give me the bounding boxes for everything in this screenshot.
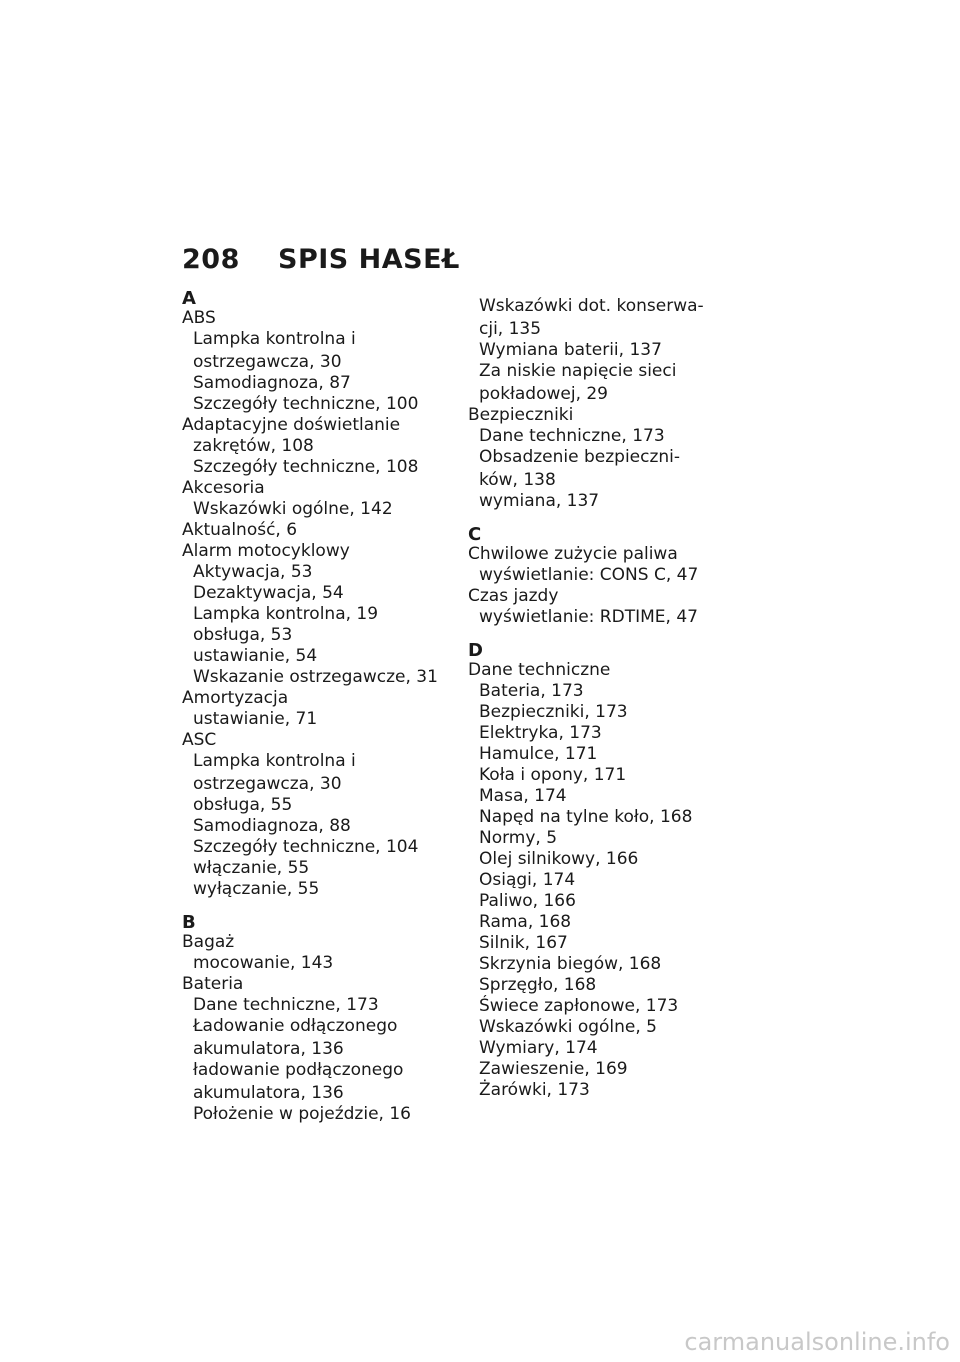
index-subentry [182,953,452,974]
index-entry-text: zakrętów, 108 [193,436,314,456]
index-entry-text: obsługa, 53 [193,625,293,645]
index-entry-text: Silnik, 167 [479,933,568,953]
index-entry-text: Za niskie napięcie sieci [479,361,677,381]
index-entry-text: wyświetlanie: CONS C, 47 [479,565,699,585]
index-subentry [182,751,452,795]
index-entry-text: Czas jazdy [468,586,559,606]
index-entry-text: ASC [182,730,217,750]
index-entry-text: wymiana, 137 [479,491,600,511]
index-entry-text: Akcesoria [182,478,265,498]
index-entry-text: Wskazanie ostrzegawcze, 31 [193,667,438,687]
index-entry-text: Bagaż [182,932,235,952]
index-entry-text: włączanie, 55 [193,858,310,878]
index-entry-text: wyświetlanie: RDTIME, 47 [479,607,698,627]
index-subentry [468,723,738,744]
index-subentry [468,765,738,786]
index-subentry [182,583,452,604]
index-entry-text: Wymiana baterii, 137 [479,340,662,360]
index-entry-text: Amortyzacja [182,688,289,708]
index-subentry [182,879,452,900]
index-subentry [182,646,452,667]
index-entry-text: ładowanie podłączonego [193,1060,404,1080]
index-subentry [182,709,452,730]
index-entry-text: Lampka kontrolna i [193,329,356,349]
index-entry-text: Alarm motocyklowy [182,541,350,561]
index-column-right [468,296,738,1101]
index-subentry [182,995,452,1016]
index-entry-text: Szczegóły techniczne, 100 [193,394,419,414]
index-subentry [468,426,738,447]
index-entry-text: Koła i opony, 171 [479,765,627,785]
index-entry-text: Wskazówki dot. konserwa- [479,296,704,316]
index-subentry [182,667,452,688]
index-entry-continuation: akumulatora, 136 [193,1083,344,1103]
index-subentry [468,491,738,512]
index-subentry [468,361,738,405]
index-entry-text: Lampka kontrolna i [193,751,356,771]
index-subentry [468,786,738,807]
index-entry-continuation: ków, 138 [479,470,556,490]
index-letter-heading: B [182,912,196,933]
index-entry [468,660,738,681]
index-entry-text: Ładowanie odłączonego [193,1016,398,1036]
index-entry-text: mocowanie, 143 [193,953,334,973]
index-entry-text: Zawieszenie, 169 [479,1059,628,1079]
watermark: carmanualsonline.info [684,1328,950,1356]
index-subentry [182,604,452,625]
index-subentry [468,828,738,849]
index-subentry [182,329,452,373]
index-entry-text: Samodiagnoza, 88 [193,816,351,836]
index-letter-heading: D [468,640,483,661]
index-subentry [468,870,738,891]
index-entry-text: Bezpieczniki, 173 [479,702,628,722]
index-entry [182,520,452,541]
index-entry-text: Aktywacja, 53 [193,562,313,582]
index-entry-text: Szczegóły techniczne, 108 [193,457,419,477]
index-subentry [468,807,738,828]
index-entry [182,415,452,436]
index-entry [468,405,738,426]
index-entry [182,688,452,709]
index-subentry [468,996,738,1017]
page-number: 208 [182,244,240,275]
index-entry-text: Bateria, 173 [479,681,584,701]
index-subentry [182,562,452,583]
index-entry-text: Żarówki, 173 [479,1080,590,1100]
index-entry [182,974,452,995]
index-subentry [468,891,738,912]
index-entry [182,478,452,499]
index-entry-text: Lampka kontrolna, 19 [193,604,379,624]
index-entry-text: Rama, 168 [479,912,572,932]
index-entry-text: Wskazówki ogólne, 5 [479,1017,658,1037]
index-entry-text: Paliwo, 166 [479,891,576,911]
index-entry-text: Dane techniczne, 173 [193,995,379,1015]
index-subentry [182,457,452,478]
index-entry-text: Olej silnikowy, 166 [479,849,639,869]
index-subentry [182,499,452,520]
index-entry-continuation: ostrzegawcza, 30 [193,352,342,372]
index-subentry [468,296,738,340]
index-entry-text: ABS [182,308,216,328]
index-subentry [182,837,452,858]
index-letter-heading: C [468,524,482,545]
index-entry-text: ustawianie, 71 [193,709,318,729]
index-entry-text: Dane techniczne [468,660,611,680]
index-subentry [468,744,738,765]
index-entry-text: Napęd na tylne koło, 168 [479,807,693,827]
index-entry [182,730,452,751]
index-subentry [468,954,738,975]
index-entry-text: Wymiary, 174 [479,1038,598,1058]
index-entry-text: ustawianie, 54 [193,646,318,666]
index-subentry [468,607,738,628]
index-entry-text: Szczegóły techniczne, 104 [193,837,419,857]
index-subentry [468,1017,738,1038]
index-entry-continuation: ostrzegawcza, 30 [193,774,342,794]
index-entry [182,541,452,562]
index-entry-text: wyłączanie, 55 [193,879,320,899]
index-entry-text: Sprzęgło, 168 [479,975,597,995]
index-subentry [182,394,452,415]
index-entry-text: Chwilowe zużycie paliwa [468,544,678,564]
index-subentry [468,702,738,723]
page-header [182,244,460,275]
index-subentry [468,1038,738,1059]
index-subentry [182,1016,452,1060]
index-entry-text: Samodiagnoza, 87 [193,373,351,393]
index-subentry [182,625,452,646]
index-entry-text: Dezaktywacja, 54 [193,583,344,603]
index-subentry [182,858,452,879]
index-entry-text: Bateria [182,974,244,994]
index-entry-text: Dane techniczne, 173 [479,426,665,446]
index-entry [468,586,738,607]
index-entry-text: Wskazówki ogólne, 142 [193,499,393,519]
index-entry-continuation: akumulatora, 136 [193,1039,344,1059]
index-subentry [468,912,738,933]
index-subentry [468,849,738,870]
index-subentry [468,447,738,491]
page-title: SPIS HASEŁ [278,244,460,275]
index-entry-text: Masa, 174 [479,786,567,806]
index-entry [182,308,452,329]
index-entry-text: Adaptacyjne doświetlanie [182,415,401,435]
index-entry-text: Aktualność, 6 [182,520,298,540]
index-entry [182,932,452,953]
index-entry-text: Normy, 5 [479,828,558,848]
index-entry-text: obsługa, 55 [193,795,293,815]
index-entry-continuation: cji, 135 [479,319,542,339]
index-entry-text: Świece zapłonowe, 173 [479,996,679,1016]
index-entry-text: Położenie w pojeździe, 16 [193,1104,411,1124]
index-letter-heading: A [182,288,196,309]
index-subentry [182,1104,452,1125]
index-subentry [182,373,452,394]
index-subentry [468,1080,738,1101]
index-entry-text: Elektryka, 173 [479,723,602,743]
index-subentry [468,565,738,586]
index-entry [468,544,738,565]
index-entry-text: Hamulce, 171 [479,744,598,764]
index-entry-continuation: pokładowej, 29 [479,384,609,404]
index-entry-text: Obsadzenie bezpieczni- [479,447,681,467]
index-subentry [468,933,738,954]
index-entry-text: Bezpieczniki [468,405,574,425]
index-subentry [182,795,452,816]
index-subentry [468,681,738,702]
index-column-left [182,290,452,1125]
index-subentry [182,436,452,457]
index-subentry [468,975,738,996]
index-subentry [468,340,738,361]
index-subentry [182,1060,452,1104]
index-subentry [468,1059,738,1080]
index-entry-text: Skrzynia biegów, 168 [479,954,662,974]
index-subentry [182,816,452,837]
index-entry-text: Osiągi, 174 [479,870,576,890]
